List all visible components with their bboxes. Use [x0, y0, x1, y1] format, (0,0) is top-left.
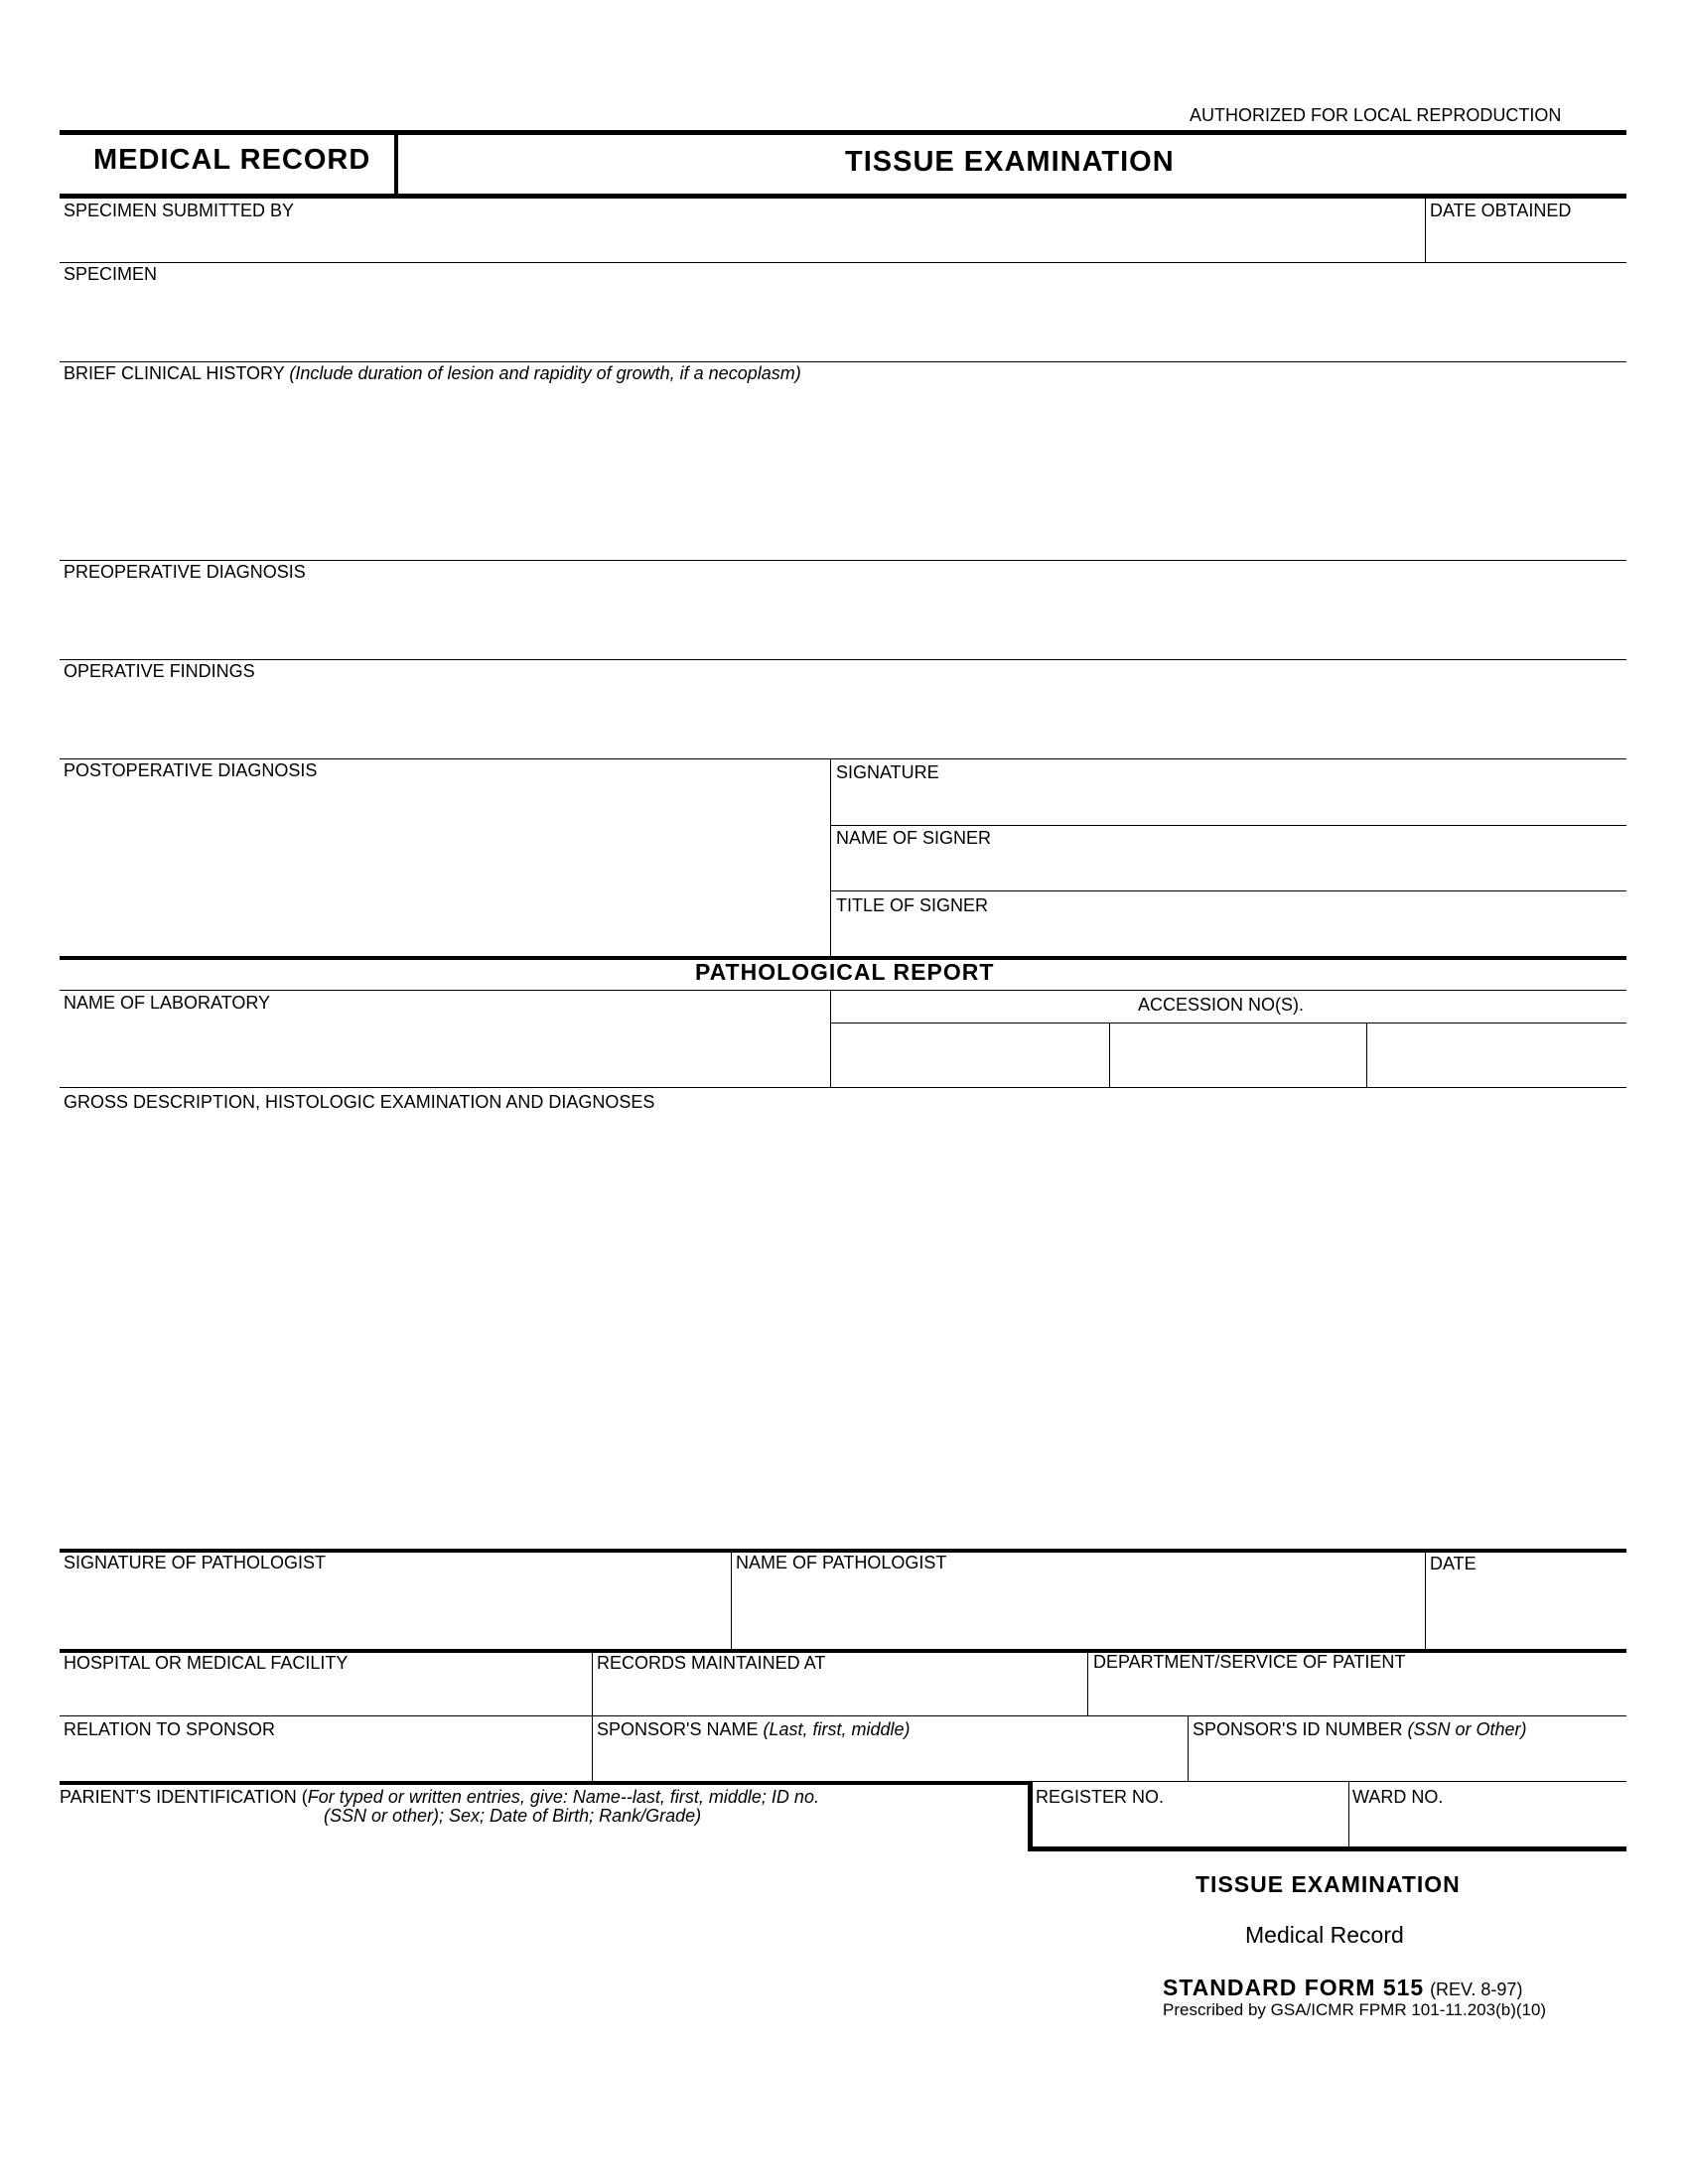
gross-description-label: GROSS DESCRIPTION, HISTOLOGIC EXAMINATION AND DIAGNOSES [64, 1092, 655, 1112]
specimen-submitted-by-label: SPECIMEN SUBMITTED BY [64, 201, 295, 220]
ward-divider [1348, 1781, 1349, 1849]
sponsor-id-text: SPONSOR'S ID NUMBER [1193, 1719, 1403, 1739]
rule [60, 1087, 1626, 1088]
patient-id-text: PARIENT'S IDENTIFICATION ( [60, 1787, 308, 1807]
signature-label: SIGNATURE [836, 762, 939, 782]
footer-medical-record: Medical Record [1245, 1922, 1404, 1948]
register-box-left [1028, 1781, 1033, 1851]
signature-block-divider [830, 758, 831, 957]
header-bottom-rule [60, 194, 1626, 199]
accession-box-divider [1109, 1023, 1110, 1087]
pathologist-name-label: NAME OF PATHOLOGIST [736, 1553, 947, 1572]
form-title: TISSUE EXAMINATION [845, 146, 1175, 178]
rule [60, 758, 1626, 759]
sponsor-id-note: (SSN or Other) [1407, 1719, 1527, 1739]
footer-form-title: TISSUE EXAMINATION [1196, 1871, 1461, 1897]
date-obtained-divider [1425, 199, 1426, 262]
register-no-label: REGISTER NO. [1036, 1787, 1165, 1807]
header-divider [394, 135, 398, 195]
operative-findings-label: OPERATIVE FINDINGS [64, 661, 255, 681]
brief-history-note: (Include duration of lesion and rapidity of growth, if a necoplasm) [289, 363, 801, 383]
accession-divider [830, 990, 831, 1087]
sponsor-name-label [597, 1719, 911, 1739]
patient-id-note-line-2 [324, 1806, 701, 1826]
standard-form-number: STANDARD FORM 515 [1163, 1975, 1425, 2000]
sponsor-id-divider [1188, 1715, 1189, 1781]
standard-form-line [1163, 1975, 1522, 2001]
rule [830, 1023, 1626, 1024]
relation-divider [592, 1715, 593, 1781]
accession-label: ACCESSION NO(S). [1138, 995, 1305, 1015]
ward-no-label: WARD NO. [1352, 1787, 1444, 1807]
laboratory-label: NAME OF LABORATORY [64, 993, 271, 1013]
records-maintained-label: RECORDS MAINTAINED AT [597, 1653, 826, 1673]
relation-label: RELATION TO SPONSOR [64, 1719, 276, 1739]
register-box-bottom [1028, 1846, 1626, 1851]
brief-history-text: BRIEF CLINICAL HISTORY [64, 363, 285, 383]
header-top-rule [60, 130, 1626, 135]
rule [60, 262, 1626, 263]
patient-id-top-rule [60, 1781, 1029, 1785]
prescribed-line: Prescribed by GSA/ICMR FPMR 101-11.203(b)(10) [1163, 2000, 1547, 2019]
name-of-signer-label: NAME OF SIGNER [836, 828, 992, 848]
preoperative-diagnosis-label: PREOPERATIVE DIAGNOSIS [64, 562, 306, 582]
patient-id-note-1: For typed or written entries, give: Name--last, first, middle; ID no. [307, 1787, 819, 1807]
authorized-note: AUTHORIZED FOR LOCAL REPRODUCTION [1190, 105, 1562, 125]
hospital-divider [592, 1652, 593, 1715]
pathologist-signature-label: SIGNATURE OF PATHOLOGIST [64, 1553, 327, 1572]
brief-history-label [64, 363, 801, 383]
rule [1029, 1781, 1626, 1782]
hospital-label: HOSPITAL OR MEDICAL FACILITY [64, 1653, 349, 1673]
sponsor-name-note: (Last, first, middle) [763, 1719, 911, 1739]
date-divider [1425, 1552, 1426, 1650]
rule [60, 1715, 1626, 1716]
form-revision: (REV. 8-97) [1430, 1979, 1523, 1999]
sponsor-id-label [1193, 1719, 1527, 1739]
date-obtained-label: DATE OBTAINED [1430, 201, 1572, 220]
rule [60, 990, 1626, 991]
pathology-heading: PATHOLOGICAL REPORT [695, 959, 995, 985]
rule [60, 659, 1626, 660]
rule [60, 361, 1626, 362]
rule [60, 560, 1626, 561]
patient-id-label [60, 1787, 819, 1807]
specimen-label: SPECIMEN [64, 264, 158, 284]
accession-box-divider [1366, 1023, 1367, 1087]
sponsor-name-text: SPONSOR'S NAME [597, 1719, 759, 1739]
title-of-signer-label: TITLE OF SIGNER [836, 895, 989, 915]
rule [830, 825, 1626, 826]
postoperative-diagnosis-label: POSTOPERATIVE DIAGNOSIS [64, 760, 318, 780]
pathologist-divider [731, 1552, 732, 1650]
pathologist-date-label: DATE [1430, 1554, 1477, 1573]
rule [830, 890, 1626, 891]
medical-record-label: MEDICAL RECORD [93, 144, 371, 176]
patient-id-note-2: (SSN or other); Sex; Date of Birth; Rank/Grade) [324, 1806, 702, 1826]
department-divider [1087, 1652, 1088, 1715]
department-label: DEPARTMENT/SERVICE OF PATIENT [1093, 1652, 1406, 1672]
